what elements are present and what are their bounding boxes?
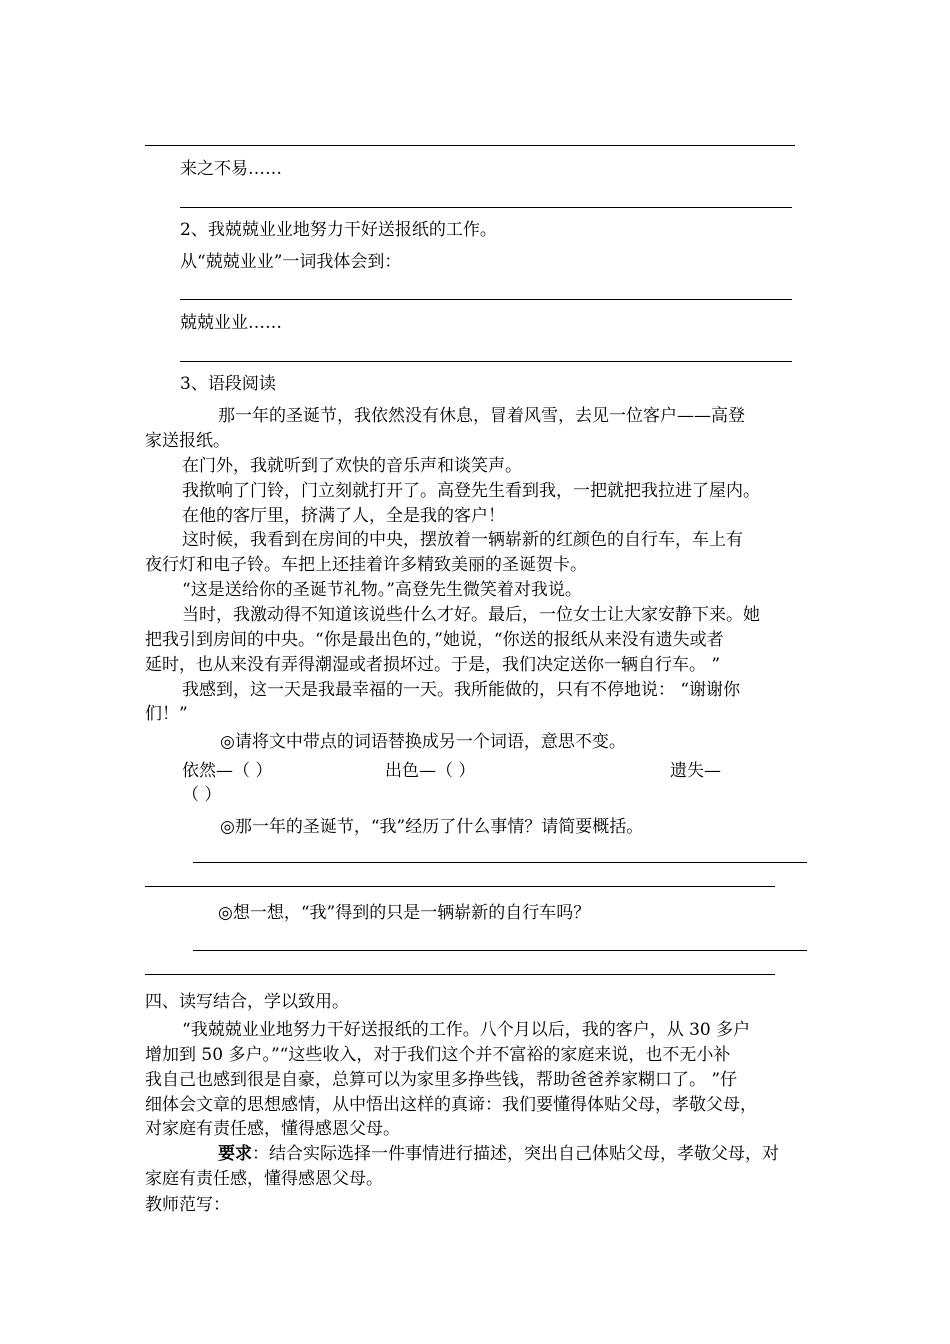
question-2: 2、我兢兢业业地努力干好送报纸的工作。: [180, 220, 497, 240]
passage-line: 在他的客厅里，挤满了人，全是我的客户！: [182, 506, 505, 526]
answer-line: [180, 207, 792, 208]
task-1: ◎请将文中带点的词语替换成另一个词语，意思不变。: [220, 732, 626, 752]
section-4-line: 我自己也感到很是自豪，总算可以为家里多挣些钱，帮助爸爸养家糊口了。 ”仔: [145, 1070, 738, 1090]
synonym-blank-1: 依然—（ ）: [182, 761, 273, 781]
passage-line: 把我引到房间的中央。“你是最出色的，”她说，“你送的报纸从来没有遗失或者: [145, 630, 724, 650]
teacher-sample-label: 教师范写：: [145, 1195, 230, 1215]
question-2-prompt: 从“兢兢业业”一词我体会到：: [180, 252, 402, 272]
passage-line: 我感到，这一天是我最幸福的一天。我所能做的，只有不停地说： “谢谢你: [182, 680, 741, 700]
synonym-blank-2: 出色—（ ）: [385, 761, 476, 781]
passage-line: 家送报纸。: [145, 431, 230, 451]
text-line: 兢兢业业……: [180, 313, 282, 333]
requirement-label: 要求: [218, 1144, 252, 1164]
answer-line: [145, 974, 775, 975]
task-2: ◎那一年的圣诞节，“我”经历了什么事情？请简要概括。: [220, 817, 644, 837]
passage-line: 我揿响了门铃，门立刻就打开了。高登先生看到我，一把就把我拉进了屋内。: [182, 481, 760, 501]
passage-line: “这是送给你的圣诞节礼物。”高登先生微笑着对我说。: [182, 580, 582, 600]
section-4-line: 细体会文章的思想感情，从中悟出这样的真谛：我们要懂得体贴父母，孝敬父母，: [145, 1095, 757, 1115]
passage-line: 这时候，我看到在房间的中央，摆放着一辆崭新的红颜色的自行车，车上有: [182, 530, 743, 550]
task-3: ◎想一想，“我”得到的只是一辆崭新的自行车吗？: [218, 903, 591, 923]
section-4-line: 增加到 50 多户。”“这些收入，对于我们这个并不富裕的家庭来说，也不无小补: [145, 1045, 731, 1065]
passage-line: 们！”: [145, 704, 188, 724]
answer-line: [193, 862, 807, 863]
passage-line: 延时，也从来没有弄得潮湿或者损坏过。于是，我们决定送你一辆自行车。 ”: [145, 655, 721, 675]
section-4-line: “我兢兢业业地努力干好送报纸的工作。八个月以后，我的客户，从 30 多户: [182, 1020, 751, 1040]
requirement-line-2: 家庭有责任感，懂得感恩父母。: [145, 1169, 383, 1189]
answer-line: [145, 145, 795, 146]
synonym-blank-3: 遗失—: [670, 761, 721, 781]
question-3-title: 3、语段阅读: [180, 374, 276, 394]
text-line: 来之不易……: [180, 159, 282, 179]
answer-line: [180, 361, 792, 362]
answer-line: [180, 299, 792, 300]
section-4-title: 四、读写结合，学以致用。: [145, 992, 349, 1012]
answer-line: [145, 886, 775, 887]
answer-line: [193, 950, 807, 951]
passage-line: 夜行灯和电子铃。车把上还挂着许多精致美丽的圣诞贺卡。: [145, 555, 587, 575]
passage-line: 在门外，我就听到了欢快的音乐声和谈笑声。: [182, 456, 522, 476]
requirement-line: [218, 1143, 779, 1165]
requirement-text: ：结合实际选择一件事情进行描述，突出自己体贴父母，孝敬父母，对: [252, 1144, 779, 1164]
section-4-line: 对家庭有责任感，懂得感恩父母。: [145, 1119, 400, 1139]
passage-line: 那一年的圣诞节，我依然没有休息，冒着风雪，去见一位客户——高登: [218, 406, 745, 426]
passage-line: 当时，我激动得不知道该说些什么才好。最后，一位女士让大家安静下来。她: [182, 605, 760, 625]
synonym-blank-3-paren: （ ）: [182, 785, 222, 805]
